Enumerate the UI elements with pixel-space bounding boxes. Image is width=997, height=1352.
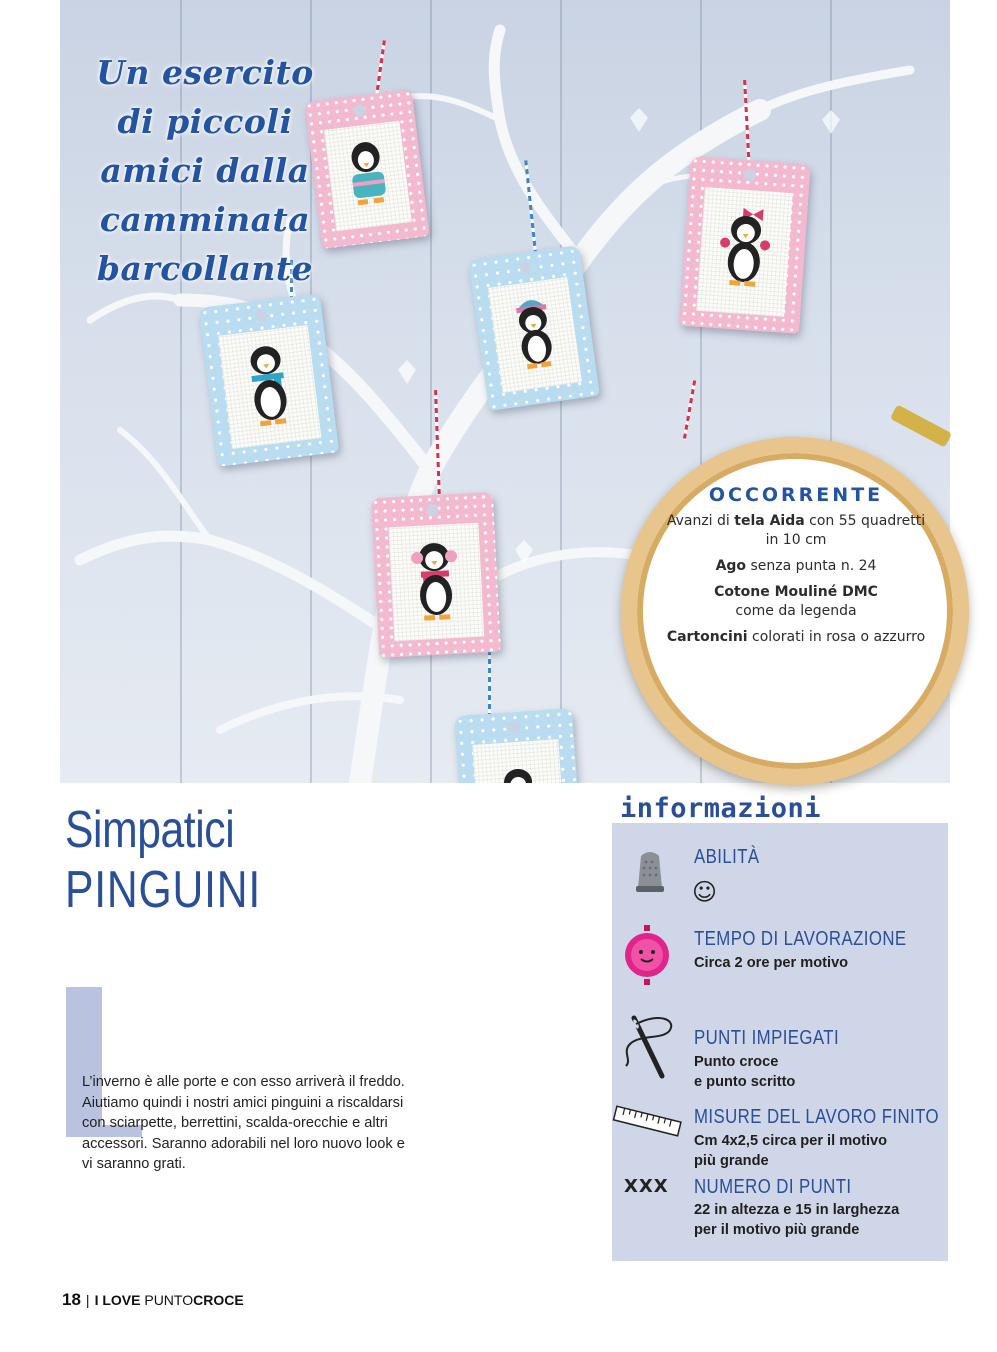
penguin-icon bbox=[233, 337, 304, 436]
needle-icon bbox=[620, 1010, 680, 1080]
penguin-tag-scarf bbox=[199, 293, 340, 467]
ability-label: ABILITÀ bbox=[694, 846, 760, 868]
count-value-1: 22 in altezza e 15 in larghezza bbox=[694, 1202, 900, 1218]
supplies-item: Cotone Mouliné DMC come da legenda bbox=[714, 584, 878, 619]
stitches-label: PUNTI IMPIEGATI bbox=[694, 1027, 840, 1049]
supplies-title: OCCORRENTE bbox=[708, 484, 884, 506]
page-footer bbox=[62, 1290, 244, 1310]
supplies-item: Ago senza punta n. 24 bbox=[715, 558, 877, 574]
headline-line: amici dalla bbox=[100, 151, 310, 190]
penguin-icon bbox=[403, 534, 468, 629]
count-label: NUMERO DI PUNTI bbox=[694, 1176, 852, 1198]
penguin-tag-bow bbox=[679, 156, 811, 334]
count-value-2: per il motivo più grande bbox=[694, 1222, 860, 1238]
headline-line: barcollante bbox=[96, 249, 314, 288]
time-value: Circa 2 ore per motivo bbox=[694, 955, 849, 971]
penguin-icon bbox=[492, 758, 545, 783]
footer-separator: | bbox=[85, 1292, 90, 1308]
title-line-2: PINGUINI bbox=[65, 861, 262, 919]
penguin-tag-earmuffs bbox=[371, 492, 501, 658]
penguin-icon bbox=[501, 288, 568, 377]
cross-stitch-icon: XXX bbox=[624, 1176, 669, 1197]
intro-paragraph: L’inverno è alle porte e con esso arriverà il freddo. Aiutiamo quindi i nostri amici pinguini a riscaldarsi con sciarpette, berrettini, scalda-orecchie e altri accessori. Saranno adorabili nel loro nuovo look e vi saranno grati. bbox=[82, 1074, 405, 1172]
timer-icon bbox=[624, 925, 670, 985]
brand-part-a: I LOVE bbox=[94, 1292, 145, 1308]
page-title bbox=[65, 800, 304, 920]
stitches-value-1: Punto croce bbox=[694, 1054, 779, 1070]
supplies-box bbox=[666, 484, 926, 654]
page-number: 18 bbox=[62, 1290, 81, 1309]
headline-line: di piccoli bbox=[117, 102, 293, 141]
stitches-value-2: e punto scritto bbox=[694, 1074, 796, 1090]
size-value-1: Cm 4x2,5 circa per il motivo bbox=[694, 1133, 888, 1149]
title-line-1: Simpatici bbox=[65, 801, 235, 859]
penguin-tag-bottom bbox=[454, 708, 579, 783]
brand-part-c: CROCE bbox=[193, 1292, 244, 1308]
photo-headline bbox=[60, 48, 350, 293]
supplies-item: Avanzi di tela Aida con 55 quadretti in 10 cm bbox=[666, 513, 926, 548]
headline-line: camminata bbox=[99, 200, 311, 239]
size-value-2: più grande bbox=[694, 1153, 769, 1169]
smiley-icon: ☺ bbox=[692, 878, 718, 906]
thimble-icon bbox=[630, 848, 670, 894]
time-label: TEMPO DI LAVORAZIONE bbox=[694, 928, 907, 950]
penguin-tag-hat bbox=[468, 245, 600, 411]
info-heading: informazioni bbox=[620, 793, 822, 824]
brand-part-b: PUNTO bbox=[144, 1292, 194, 1308]
penguin-icon bbox=[711, 206, 777, 300]
supplies-item: Cartoncini colorati in rosa o azzurro bbox=[666, 629, 926, 645]
headline-line: Un esercito bbox=[96, 53, 314, 92]
ruler-icon bbox=[612, 1102, 682, 1142]
size-label: MISURE DEL LAVORO FINITO bbox=[694, 1106, 940, 1128]
